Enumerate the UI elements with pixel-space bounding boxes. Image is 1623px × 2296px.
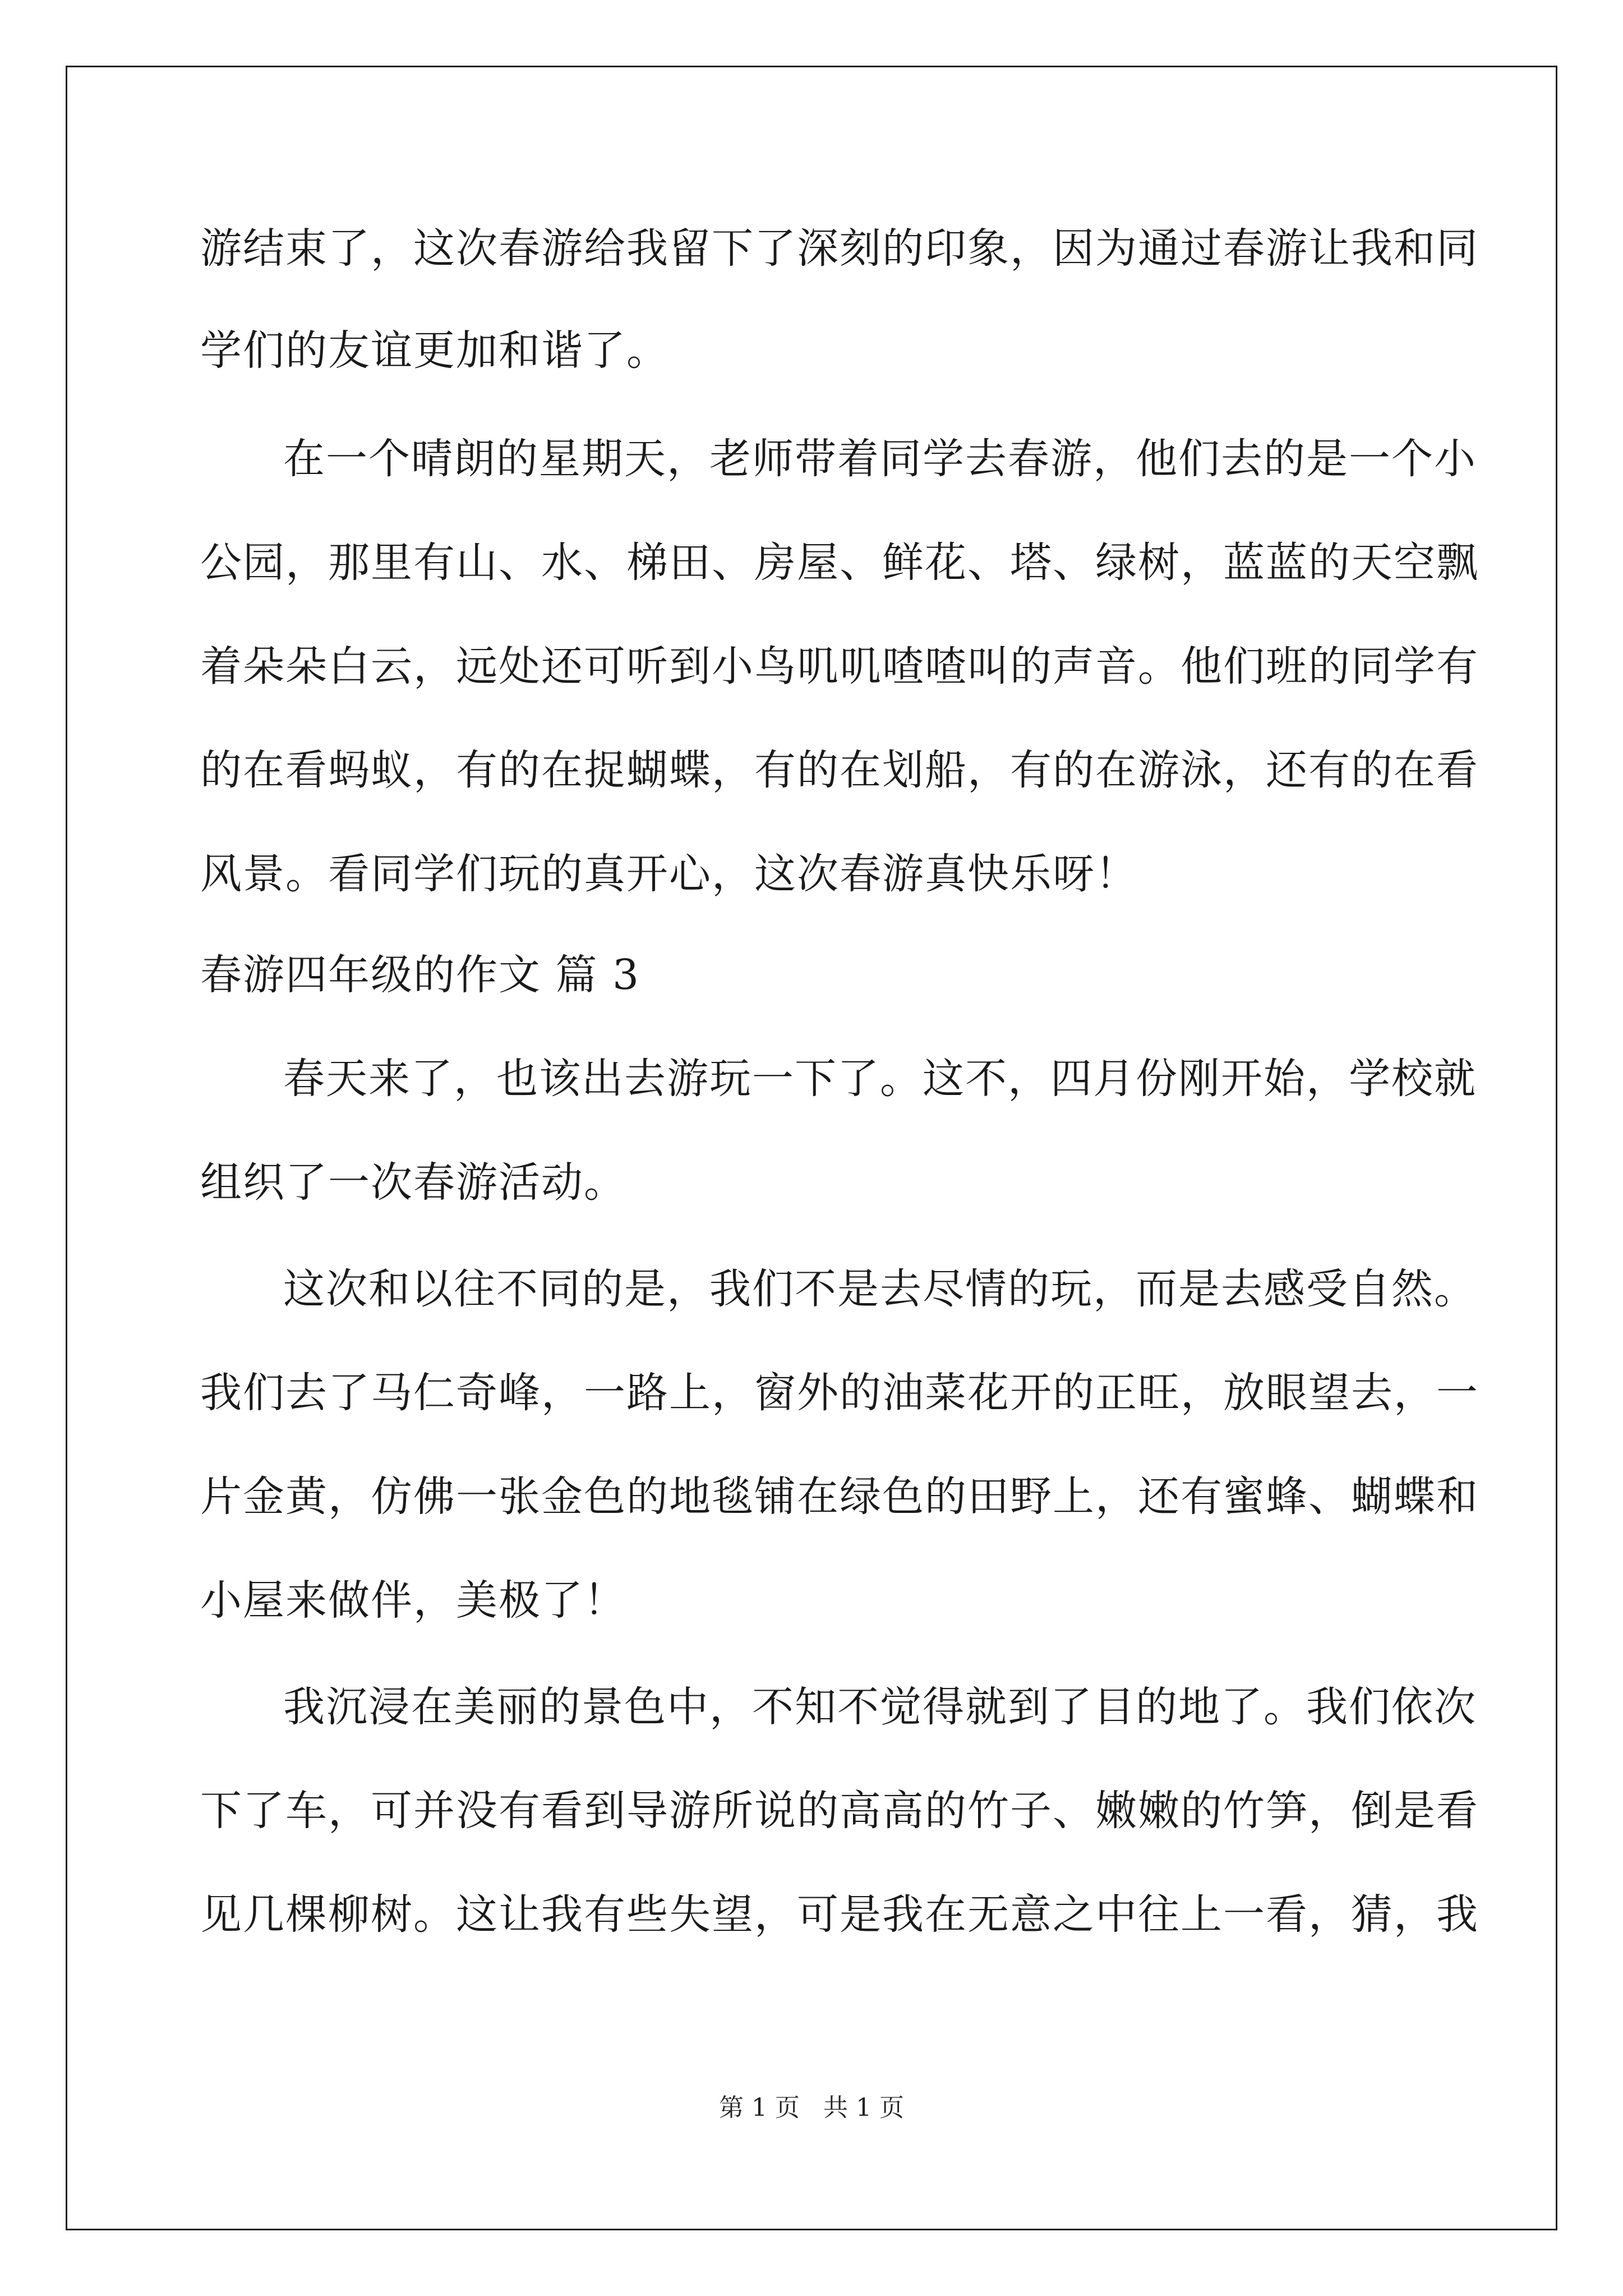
paragraph-first-line: 我沉浸在美丽的景色中，不知不觉得就到了目的地了。我们依次	[283, 1683, 1477, 1731]
text-line: 公园，那里有山、水、梯田、房屋、鲜花、塔、绿树，蓝蓝的天空飘	[200, 539, 1479, 587]
text-line: 见几棵柳树。这让我有些失望，可是我在无意之中往上一看，猜，我	[200, 1890, 1479, 1939]
text-line: 着朵朵白云，远处还可听到小鸟叽叽喳喳叫的声音。他们班的同学有	[200, 642, 1479, 691]
page-number-footer: 第 1 页 共 1 页	[719, 2093, 904, 2122]
text-line: 游结束了，这次春游给我留下了深刻的印象，因为通过春游让我和同	[200, 224, 1479, 273]
paragraph-first-line: 在一个晴朗的星期天，老师带着同学去春游，他们去的是一个小	[283, 435, 1477, 483]
text-line: 风景。看同学们玩的真开心，这次春游真快乐呀！	[200, 850, 1138, 898]
text-line: 的在看蚂蚁，有的在捉蝴蝶，有的在划船，有的在游泳，还有的在看	[200, 746, 1479, 794]
text-line: 片金黄，仿佛一张金色的地毯铺在绿色的田野上，还有蜜蜂、蝴蝶和	[200, 1473, 1479, 1521]
text-line: 学们的友谊更加和谐了。	[200, 326, 669, 375]
text-line: 小屋来做伴，美极了！	[200, 1576, 626, 1625]
text-line: 组织了一次春游活动。	[200, 1158, 626, 1207]
text-line: 下了车，可并没有看到导游所说的高高的竹子、嫩嫩的竹笋，倒是看	[200, 1787, 1479, 1835]
text-line: 我们去了马仁奇峰，一路上，窗外的油菜花开的正旺，放眼望去，一	[200, 1369, 1479, 1417]
paragraph-first-line: 这次和以往不同的是，我们不是去尽情的玩，而是去感受自然。	[283, 1265, 1477, 1313]
section-heading: 春游四年级的作文 篇 3	[200, 951, 640, 999]
paragraph-first-line: 春天来了，也该出去游玩一下了。这不，四月份刚开始，学校就	[283, 1055, 1477, 1103]
